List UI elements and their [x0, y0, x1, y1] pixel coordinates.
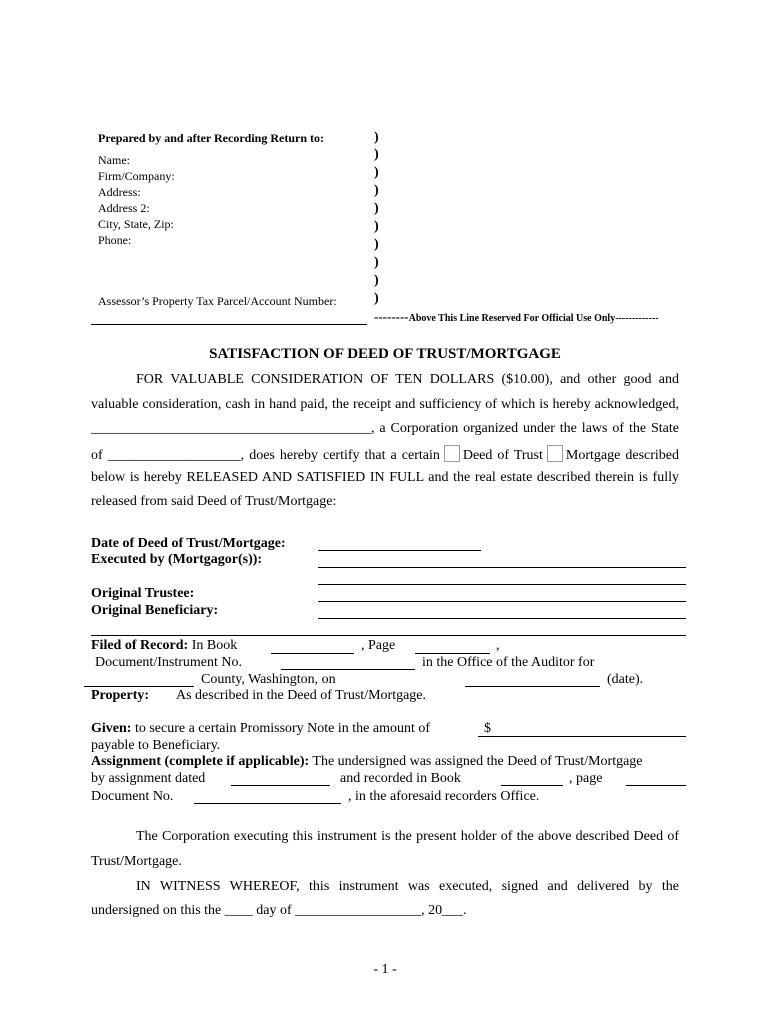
reserved-notice: --------Above This Line Reserved For Official Use Only------------- — [374, 309, 659, 324]
closing-line-2: Trust/Mortgage. — [91, 854, 182, 869]
document-number-line[interactable] — [281, 669, 415, 670]
property-text: As described in the Deed of Trust/Mortgage. — [176, 688, 427, 703]
assignment-document-line[interactable] — [194, 803, 341, 804]
phone-field-label: Phone: — [98, 233, 132, 247]
date-of-deed-line[interactable] — [318, 550, 481, 551]
parcel-number-line — [91, 324, 367, 325]
mortgage-checkbox[interactable] — [547, 445, 563, 462]
witness-line-2: undersigned on this the ____ day of __________________, 20___. — [91, 903, 467, 918]
corporation-name-blank[interactable]: ________________________________________ — [91, 421, 371, 436]
section-divider — [91, 635, 686, 636]
page-number-line[interactable] — [415, 653, 490, 654]
intro-line-4: of ___________________, does hereby certify that a certain Deed of Trust Mortgage described — [91, 445, 679, 464]
original-beneficiary-label: Original Beneficiary: — [91, 603, 219, 618]
name-field-label: Name: — [98, 153, 130, 167]
intro-line-6: released from said Deed of Trust/Mortgage: — [91, 494, 337, 509]
executed-by-line-2[interactable] — [318, 584, 686, 585]
auditor-office-text: in the Office of the Auditor for — [422, 655, 595, 670]
county-name-line[interactable] — [84, 686, 194, 687]
intro-line-3: ________________________________________, a Corporation organized under the laws of the State — [91, 421, 679, 436]
page-number: - 1 - — [373, 962, 397, 977]
assignment-date-line[interactable] — [231, 785, 330, 786]
paren: ) — [374, 147, 379, 162]
address-field-label: Address: — [98, 185, 141, 199]
assignment-page-label: , page — [569, 771, 603, 786]
note-amount-line[interactable] — [478, 736, 686, 737]
original-trustee-line[interactable] — [318, 601, 686, 602]
property-label: Property: — [91, 688, 150, 703]
city-state-zip-label: City, State, Zip: — [98, 217, 174, 231]
document-title: SATISFACTION OF DEED OF TRUST/MORTGAGE — [209, 346, 561, 362]
executed-by-label: Executed by (Mortgagor(s)): — [91, 552, 263, 567]
assignment-document-label: Document No. — [91, 789, 174, 804]
dollar-sign: $ — [484, 721, 491, 736]
given-row: Given: to secure a certain Promissory Note in the amount of — [91, 721, 431, 736]
executed-by-line[interactable] — [318, 567, 686, 568]
parcel-number-label: Assessor’s Property Tax Parcel/Account Number: — [98, 294, 337, 308]
intro-line-1: FOR VALUABLE CONSIDERATION OF TEN DOLLARS ($10.00), and other good and — [136, 372, 679, 387]
intro-line-2: valuable consideration, cash in hand paid, the receipt and sufficiency of which is hereby acknowledged, — [91, 397, 679, 412]
address2-field-label: Address 2: — [98, 201, 150, 215]
date-suffix: (date). — [607, 672, 644, 687]
paren: ) — [374, 165, 379, 180]
original-beneficiary-line[interactable] — [318, 618, 686, 619]
recorders-office-text: , in the aforesaid recorders Office. — [348, 789, 540, 804]
intro-line-5: below is hereby RELEASED AND SATISFIED IN FULL and the real estate described therein is fully — [91, 470, 679, 485]
assignment-row: Assignment (complete if applicable): The undersigned was assigned the Deed of Trust/Mortgage — [91, 754, 643, 769]
paren: ) — [374, 201, 379, 216]
filed-of-record-row: Filed of Record: In Book — [91, 638, 238, 653]
page-label: , Page — [361, 638, 396, 653]
assignment-book-line[interactable] — [501, 785, 563, 786]
original-trustee-label: Original Trustee: — [91, 586, 195, 601]
paren: ) — [374, 219, 379, 234]
closing-line-1: The Corporation executing this instrument is the present holder of the above described Deed of — [136, 829, 679, 844]
recorded-in-book-label: and recorded in Book — [340, 771, 461, 786]
book-number-line[interactable] — [271, 653, 354, 654]
firm-field-label: Firm/Company: — [98, 169, 175, 183]
document-number-label: Document/Instrument No. — [95, 655, 242, 670]
paren: ) — [374, 255, 379, 270]
payable-text: payable to Beneficiary. — [91, 738, 221, 753]
recording-date-line[interactable] — [465, 686, 600, 687]
county-washington-text: County, Washington, on — [201, 672, 336, 687]
date-of-deed-label: Date of Deed of Trust/Mortgage: — [91, 536, 286, 551]
filed-comma: , — [496, 638, 500, 653]
assignment-page-line[interactable] — [626, 785, 686, 786]
paren: ) — [374, 183, 379, 198]
recording-heading: Prepared by and after Recording Return to: — [98, 131, 324, 145]
paren: ) — [374, 273, 379, 288]
witness-line-1: IN WITNESS WHEREOF, this instrument was executed, signed and delivered by the — [136, 879, 679, 894]
assignment-dated-label: by assignment dated — [91, 771, 206, 786]
deed-of-trust-checkbox[interactable] — [444, 445, 460, 462]
paren: ) — [374, 237, 379, 252]
paren: ) — [374, 291, 379, 306]
paren: ) — [374, 130, 379, 145]
